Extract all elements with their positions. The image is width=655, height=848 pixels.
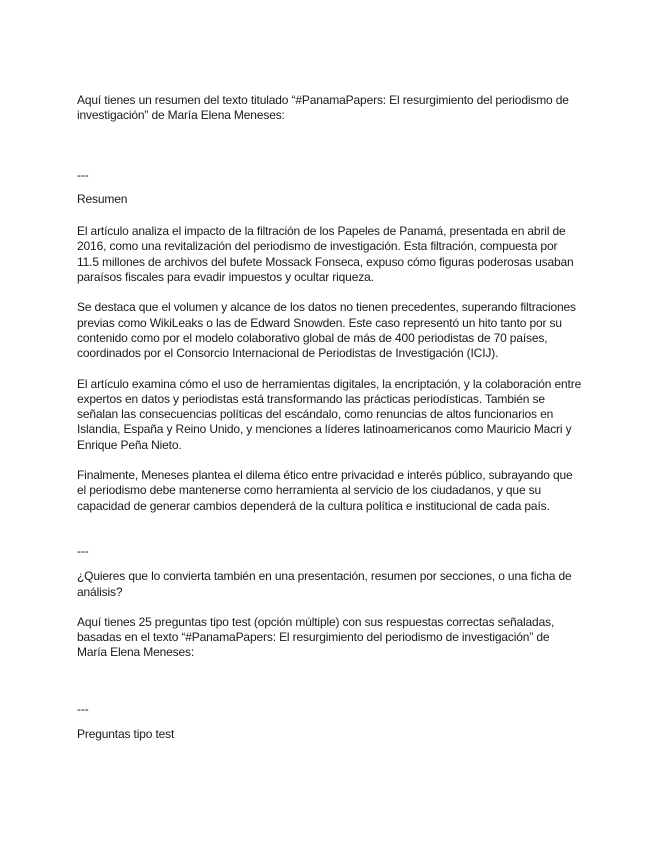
intro-paragraph: Aquí tienes un resumen del texto titulado “#PanamaPapers: El resurgimiento del periodismo de investigación” de María Elena Meneses: (77, 93, 569, 123)
separator: --- (77, 543, 89, 558)
test-intro-paragraph: Aquí tienes 25 preguntas tipo test (opción múltiple) con sus respuestas correctas señaladas, basadas en el texto “#PanamaPapers: El resurgimiento del periodismo de investigación” de María Elena Meneses: (77, 614, 555, 660)
summary-paragraph-4: Finalmente, Meneses plantea el dilema ético entre privacidad e interés público, subrayando que el periodismo debe mantenerse como herramienta al servicio de los ciudadanos, y que su capacidad de generar cambios dependerá de la cultura política e institucional de cada país. (77, 468, 573, 513)
separator: --- (77, 167, 89, 182)
summary-paragraph-1: El artículo analiza el impacto de la filtración de los Papeles de Panamá, presentada en abril de 2016, como una revitalización del periodismo de investigación. Esta filtración, compuesta por 11.5 millones de archivos del bufete Mossack Fonseca, expuso cómo figuras poderosas usaban paraísos fiscales para evadir impuestos y ocultar riqueza. (77, 224, 574, 285)
test-heading: Preguntas tipo test (77, 727, 175, 742)
followup-question: ¿Quieres que lo convierta también en una presentación, resumen por secciones, o una ficha de análisis? (77, 569, 572, 599)
summary-paragraph-2: Se destaca que el volumen y alcance de los datos no tienen precedentes, superando filtraciones previas como WikiLeaks o las de Edward Snowden. Este caso representó un hito tanto por su contenido como por el modelo colaborativo global de más de 400 periodistas de 70 países, coordinados por el Consorcio Internacional de Periodistas de Investigación (ICIJ). (77, 300, 576, 361)
document-body (77, 93, 582, 742)
summary-paragraph-3: El artículo examina cómo el uso de herramientas digitales, la encriptación, y la colaboración entre expertos en datos y periodistas está transformando las prácticas periodísticas. También se señalan las consecuencias políticas del escándalo, como renuncias de altos funcionarios en Islandia, España y Reino Unido, y menciones a líderes latinoamericanos como Mauricio Macri y Enrique Peña Nieto. (77, 376, 582, 452)
separator: --- (77, 701, 89, 716)
summary-heading: Resumen (77, 191, 128, 206)
